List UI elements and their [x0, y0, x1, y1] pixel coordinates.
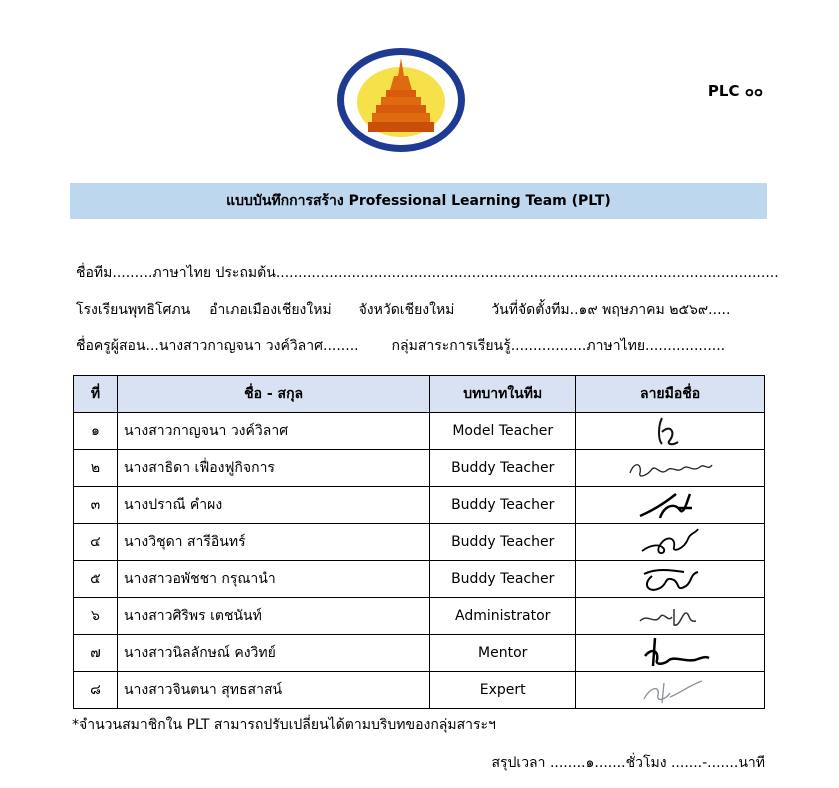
signature-image	[576, 561, 765, 598]
form-title: แบบบันทึกการสร้าง Professional Learning Team (PLT)	[226, 193, 611, 209]
table-row	[74, 598, 765, 635]
district-name: อำเภอเมืองเชียงใหม่	[209, 302, 332, 318]
header-signature: ลายมือชื่อ	[576, 376, 765, 413]
header-role: บทบาทในทีม	[430, 376, 576, 413]
row-role: Buddy Teacher	[430, 524, 576, 561]
table-row	[74, 487, 765, 524]
table-row	[74, 450, 765, 487]
founding-date: วันที่จัดตั้งทีม..๑๙ พฤษภาคม ๒๕๖๙.....	[491, 302, 731, 318]
school-info-line	[76, 299, 730, 321]
members-table	[73, 375, 765, 709]
row-role: Buddy Teacher	[430, 450, 576, 487]
row-no: ๓	[74, 487, 118, 524]
table-row	[74, 413, 765, 450]
team-name-line: ชื่อทีม.........ภาษาไทย ประถมต้น.................................................................................................................	[76, 265, 779, 281]
row-name: นางวิชุดา สารีอินทร์	[117, 524, 429, 561]
row-role: Expert	[430, 672, 576, 709]
row-no: ๘	[74, 672, 118, 709]
signature-image	[576, 487, 765, 524]
form-title-bar	[70, 183, 767, 219]
table-row	[74, 524, 765, 561]
row-no: ๒	[74, 450, 118, 487]
subject-group: กลุ่มสาระการเรียนรู้.................ภาษาไทย..................	[391, 338, 726, 354]
signature-image	[576, 635, 765, 672]
row-role: Administrator	[430, 598, 576, 635]
school-logo	[334, 46, 468, 154]
province-name: จังหวัดเชียงใหม่	[358, 302, 455, 318]
row-name: นางสาวนิลลักษณ์ คงวิทย์	[117, 635, 429, 672]
school-name: โรงเรียนพุทธิโศภน	[76, 302, 191, 318]
row-name: นางสาธิดา เฟื่องฟูกิจการ	[117, 450, 429, 487]
table-row	[74, 672, 765, 709]
table-row	[74, 635, 765, 672]
signature-image	[576, 413, 765, 450]
header-no: ที่	[74, 376, 118, 413]
row-name: นางปราณี คำผง	[117, 487, 429, 524]
header-name: ชื่อ - สกุล	[117, 376, 429, 413]
signature-image	[576, 672, 765, 709]
row-role: Buddy Teacher	[430, 561, 576, 598]
signature-image	[576, 450, 765, 487]
row-no: ๕	[74, 561, 118, 598]
row-role: Buddy Teacher	[430, 487, 576, 524]
footnote: *จำนวนสมาชิกใน PLT สามารถปรับเปลี่ยนได้ตามบริบทของกลุ่มสาระฯ	[72, 717, 496, 733]
row-no: ๑	[74, 413, 118, 450]
row-role: Model Teacher	[430, 413, 576, 450]
document-code: PLC ๐๐	[707, 82, 763, 100]
teacher-name: ชื่อครูผู้สอน...นางสาวกาญจนา วงค์วิลาศ........	[76, 338, 359, 354]
time-summary: สรุปเวลา ........๑.......ชั่วโมง .......-.......นาที	[491, 755, 765, 771]
row-name: นางสาวศิริพร เตชนันท์	[117, 598, 429, 635]
row-no: ๖	[74, 598, 118, 635]
signature-image	[576, 598, 765, 635]
row-name: นางสาวจินตนา สุทธสาสน์	[117, 672, 429, 709]
table-row	[74, 561, 765, 598]
row-no: ๔	[74, 524, 118, 561]
signature-image	[576, 524, 765, 561]
row-role: Mentor	[430, 635, 576, 672]
row-no: ๗	[74, 635, 118, 672]
table-header-row	[74, 376, 765, 413]
row-name: นางสาวกาญจนา วงค์วิลาศ	[117, 413, 429, 450]
row-name: นางสาวอพัชชา กรุณานำ	[117, 561, 429, 598]
teacher-info-line	[76, 335, 725, 357]
